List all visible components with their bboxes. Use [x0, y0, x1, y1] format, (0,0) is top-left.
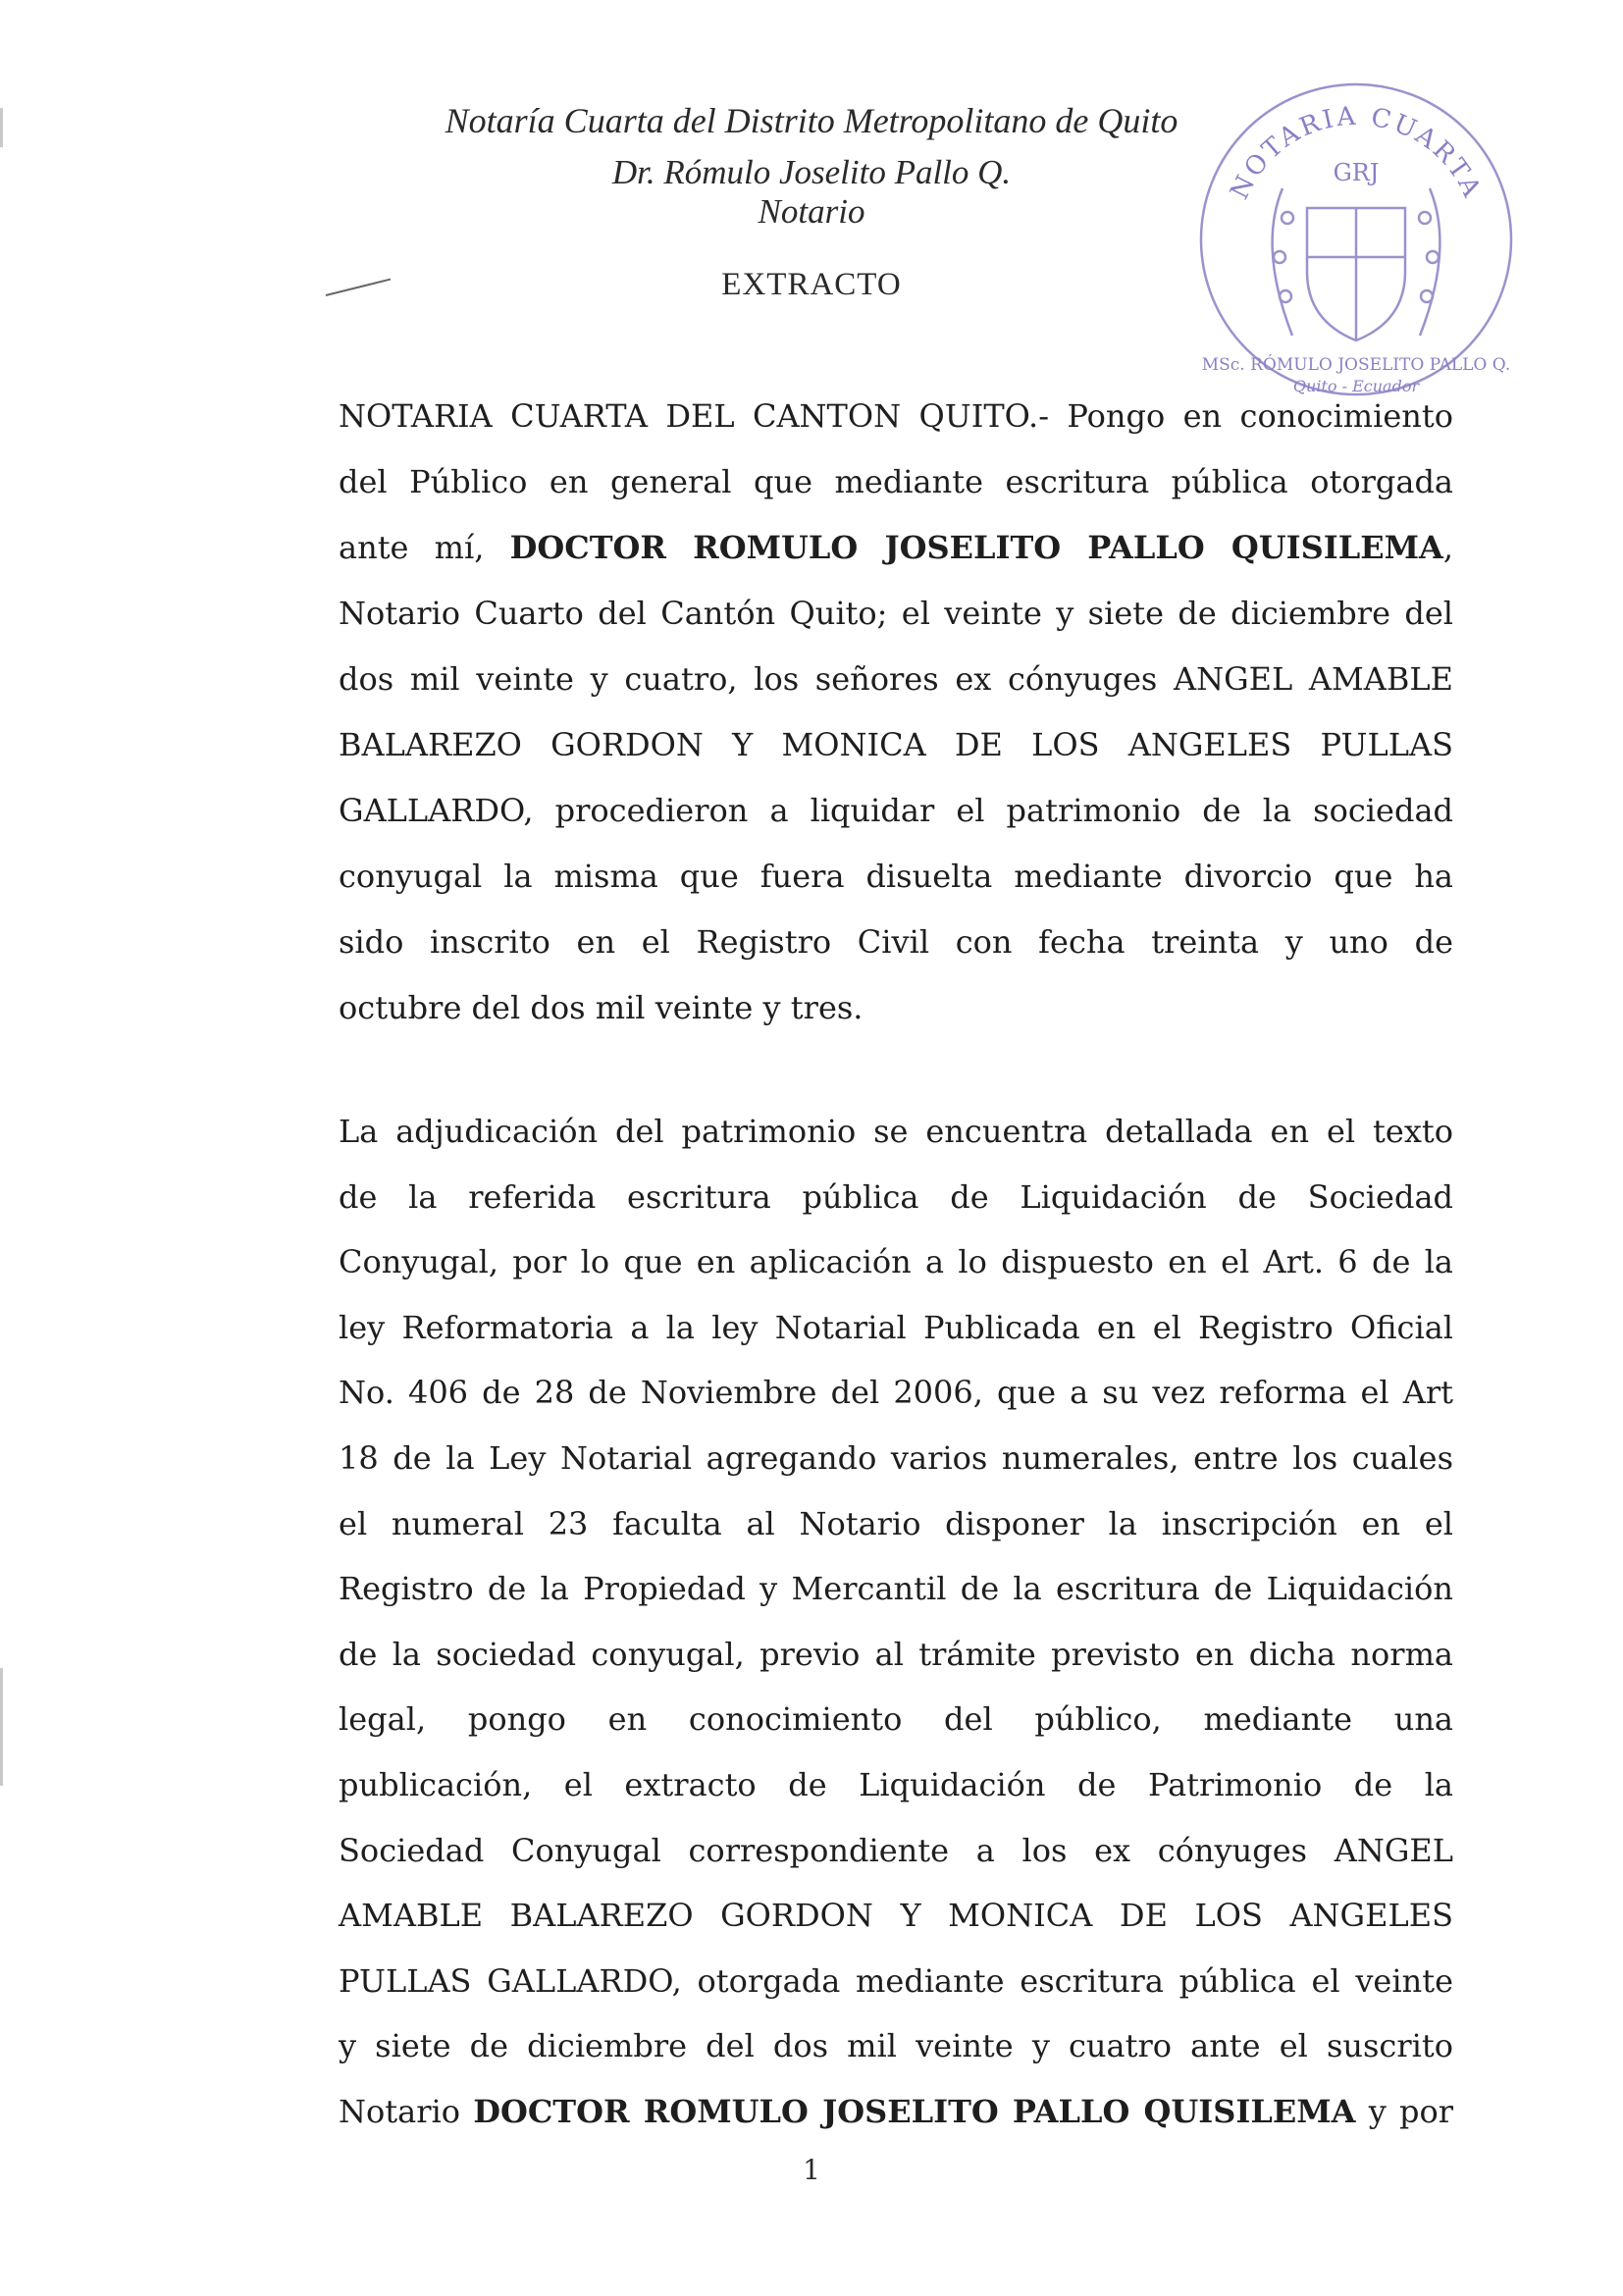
paragraph2-line [339, 2092, 1453, 2131]
paragraph2-line: La adjudicación del patrimonio se encuentra detallada en el texto [339, 1113, 1453, 1150]
paragraph2-line: 18 de la Ley Notarial agregando varios numerales, entre los cuales [339, 1439, 1453, 1477]
paragraph2-line: Sociedad Conyugal correspondiente a los ex cónyuges ANGEL [339, 1831, 1453, 1869]
svg-text:NOTARIA CUARTA [1225, 102, 1487, 204]
paragraph2-line: AMABLE BALAREZO GORDON Y MONICA DE LOS ANGELES [339, 1897, 1453, 1935]
paragraph2-line: de la sociedad conyugal, previo al trámite previsto en dicha norma [339, 1635, 1453, 1673]
paragraph2-line: Registro de la Propiedad y Mercantil de la escritura de Liquidación [339, 1570, 1453, 1608]
paragraph2-line: PULLAS GALLARDO, otorgada mediante escritura pública el veinte [339, 1961, 1453, 2000]
letterhead-office: Notaría Cuarta del Distrito Metropolitano de Quito [445, 101, 1178, 140]
paragraph1-line: sido inscrito en el Registro Civil con fecha treinta y uno de [339, 923, 1453, 961]
document-title: EXTRACTO [721, 267, 902, 302]
paragraph2-line: ley Reformatoria a la ley Notarial Publicada en el Registro Oficial [339, 1308, 1453, 1346]
paragraph1-line [339, 528, 1453, 567]
seal-top-text: NOTARIA CUARTA [1225, 101, 1488, 204]
text-segment: y por [1355, 2093, 1454, 2130]
paragraph2-line: No. 406 de 28 de Noviembre del 2006, que a su vez reforma el Art [339, 1374, 1453, 1412]
notary-name-bold: DOCTOR ROMULO JOSELITO PALLO QUISILEMA [509, 529, 1443, 566]
paragraph2-line: legal, pongo en conocimiento del público, mediante una [339, 1700, 1453, 1739]
paragraph1-line: Notario Cuarto del Cantón Quito; el veinte y siete de diciembre del [339, 595, 1453, 632]
text-segment: , [1442, 529, 1454, 566]
paragraph2-line: de la referida escritura pública de Liquidación de Sociedad [339, 1177, 1453, 1216]
letterhead-role: Notario [758, 192, 865, 231]
paragraph2-line: Conyugal, por lo que en aplicación a lo dispuesto en el Art. 6 de la [339, 1243, 1453, 1281]
text-segment: ante mí, [339, 529, 510, 566]
seal-monogram: GRJ [1333, 159, 1380, 186]
paragraph1-line: dos mil veinte y cuatro, los señores ex cónyuges ANGEL AMABLE [339, 660, 1453, 698]
paragraph2-line: y siete de diciembre del dos mil veinte y cuatro ante el suscrito [339, 2027, 1453, 2065]
paragraph2-line: publicación, el extracto de Liquidación de Patrimonio de la [339, 1766, 1453, 1803]
notary-seal-stamp [1189, 71, 1523, 404]
paragraph1-line: NOTARIA CUARTA DEL CANTON QUITO.- Pongo en conocimiento [339, 397, 1453, 435]
notary-name-bold: DOCTOR ROMULO JOSELITO PALLO QUISILEMA [473, 2093, 1356, 2130]
paragraph2-line: el numeral 23 faculta al Notario disponer la inscripción en el [339, 1504, 1453, 1542]
seal-bottom-text: MSc. RÓMULO JOSELITO PALLO Q. [1201, 355, 1511, 375]
page-edge-mark [0, 1668, 3, 1786]
page-number: 1 [803, 2154, 820, 2186]
seal-city-text: Quito - Ecuador [1292, 377, 1420, 395]
paragraph1-line: GALLARDO, procedieron a liquidar el patrimonio de la sociedad [339, 792, 1453, 829]
paragraph1-line: del Público en general que mediante escritura pública otorgada [339, 463, 1453, 500]
text-segment: Notario [339, 2093, 474, 2130]
paragraph1-line: BALAREZO GORDON Y MONICA DE LOS ANGELES PULLAS [339, 726, 1453, 763]
letterhead-notary-name: Dr. Rómulo Joselito Pallo Q. [611, 153, 1012, 191]
paragraph1-line: conyugal la misma que fuera disuelta mediante divorcio que ha [339, 858, 1453, 895]
paragraph1-line: octubre del dos mil veinte y tres. [339, 989, 864, 1026]
